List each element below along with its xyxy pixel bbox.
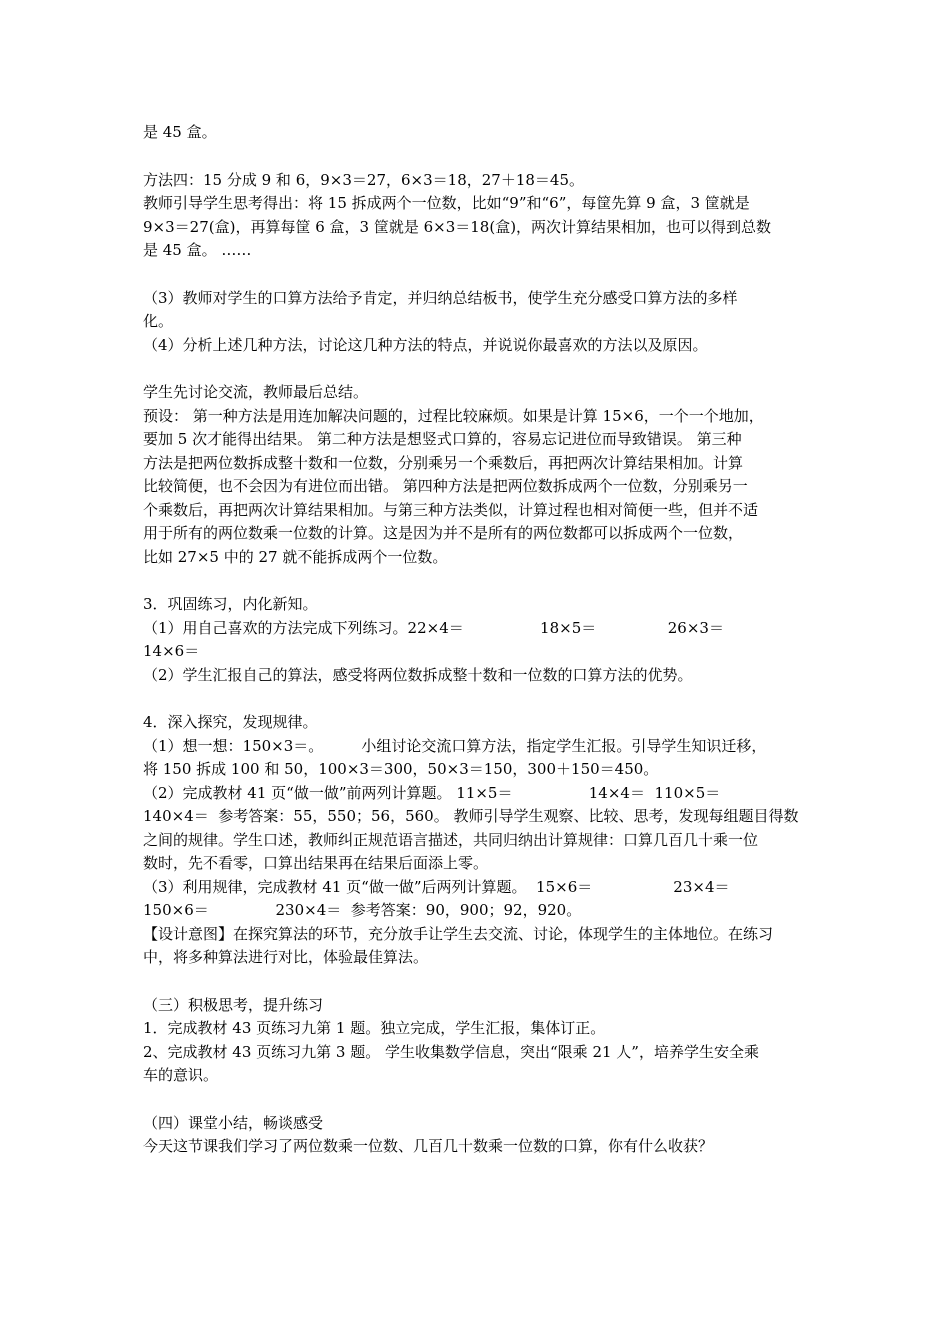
text-line: 将 150 拆成 100 和 50，100×3＝300，50×3＝150，300＋150＝450。 (143, 760, 659, 778)
text-line: 是 45 盒。 (143, 123, 217, 141)
text-line: 个乘数后，再把两次计算结果相加。与第三种方法类似，计算过程也相对简便一些，但并不适 (143, 500, 759, 519)
text-line: （3）教师对学生的口算方法给予肯定，并归纳总结板书，使学生充分感受口算方法的多样 (143, 288, 738, 307)
paragraph-gap (143, 569, 811, 593)
paragraph-discussion (143, 381, 811, 569)
text-line: （3）利用规律，完成教材 41 页“做一做”后两列计算题。 15×6＝ 23×4＝ (143, 877, 730, 896)
text-line: 比如 27×5 中的 27 就不能拆成两个一位数。 (143, 547, 448, 566)
text-line: （1）想一想：150×3＝。 小组讨论交流口算方法，指定学生汇报。引导学生知识迁移， (143, 736, 767, 755)
text-line: 2、完成教材 43 页练习九第 3 题。 学生收集数学信息，突出“限乘 21 人”，培养学生安全乘 (143, 1042, 759, 1061)
text-line: （2）学生汇报自己的算法，感受将两位数拆成整十数和一位数的口算方法的优势。 (143, 665, 693, 684)
paragraph-gap (143, 687, 811, 711)
text-line: 是 45 盒。 …… (143, 241, 252, 259)
section-heading: （三）积极思考，提升练习 (143, 995, 324, 1014)
paragraph-method4 (143, 169, 811, 263)
section-heading: 3．巩固练习，内化新知。 (143, 595, 318, 613)
paragraph-method3-ending (143, 121, 811, 145)
paragraph-gap (143, 263, 811, 287)
text-line: 今天这节课我们学习了两位数乘一位数、几百几十数乘一位数的口算，你有什么收获？ (143, 1137, 714, 1155)
section-class-summary (143, 1112, 811, 1159)
text-line: 150×6＝ 230×4＝ 参考答案：90，900；92，920。 (143, 901, 582, 919)
text-line: 之间的规律。学生口述，教师纠正规范语言描述，共同归纳出计算规律：口算几百几十乘一位 (143, 830, 759, 849)
text-line: 预设： 第一种方法是用连加解决问题的，过程比较麻烦。如果是计算 15×6，一个一个地加， (143, 406, 764, 425)
section-explore-rules (143, 711, 811, 970)
text-line: 140×4＝ 参考答案：55，550；56，560。 教师引导学生观察、比较、思考，发现每组题目得数 (143, 807, 799, 825)
section-heading: （四）课堂小结，畅谈感受 (143, 1113, 324, 1132)
design-intent-line: 中，将多种算法进行对比，体验最佳算法。 (143, 948, 429, 966)
section-heading: 4．深入探究，发现规律。 (143, 713, 318, 731)
design-intent-line: 【设计意图】在探究算法的环节，充分放手让学生去交流、讨论，体现学生的主体地位。在练习 (143, 924, 774, 943)
paragraph-gap (143, 970, 811, 994)
text-line: 学生先讨论交流，教师最后总结。 (143, 383, 369, 401)
text-line: （1）用自己喜欢的方法完成下列练习。22×4＝ 18×5＝ 26×3＝ (143, 618, 724, 637)
text-line: 用于所有的两位数乘一位数的计算。这是因为并不是所有的两位数都可以拆成两个一位数， (143, 524, 744, 542)
text-line: 车的意识。 (143, 1066, 219, 1084)
paragraph-teacher-summary (143, 287, 811, 358)
text-line: 教师引导学生思考得出：将 15 拆成两个一位数，比如“9”和“6”，每筐先算 9 盒，3 筐就是 (143, 194, 750, 212)
paragraph-gap (143, 1088, 811, 1112)
section-consolidation-practice (143, 593, 811, 687)
text-line: （2）完成教材 41 页“做一做”前两列计算题。 11×5＝ 14×4＝ 110×5＝ (143, 783, 721, 802)
text-line: 14×6＝ (143, 642, 200, 660)
text-line: 1．完成教材 43 页练习九第 1 题。独立完成，学生汇报，集体订正。 (143, 1019, 606, 1037)
paragraph-gap (143, 357, 811, 381)
text-line: 9×3＝27(盒)，再算每筐 6 盒，3 筐就是 6×3＝18(盒)，两次计算结果相加，也可以得到总数 (143, 217, 772, 236)
text-line: 方法是把两位数拆成整十数和一位数，分别乘另一个乘数后，再把两次计算结果相加。计算 (143, 453, 744, 472)
text-line: （4）分析上述几种方法，讨论这几种方法的特点，并说说你最喜欢的方法以及原因。 (143, 335, 708, 354)
text-line: 要加 5 次才能得出结果。 第二种方法是想竖式口算的，容易忘记进位而导致错误。 第三种 (143, 430, 742, 448)
text-line: 化。 (143, 312, 174, 330)
paragraph-gap (143, 145, 811, 169)
text-line: 数时，先不看零，口算出结果再在结果后面添上零。 (143, 854, 489, 872)
document-page (143, 121, 811, 1159)
text-line: 方法四：15 分成 9 和 6，9×3＝27，6×3＝18，27＋18＝45。 (143, 170, 584, 189)
section-thinking-practice (143, 994, 811, 1088)
text-line: 比较简便，也不会因为有进位而出错。 第四种方法是把两位数拆成两个一位数，分别乘另一 (143, 477, 748, 495)
